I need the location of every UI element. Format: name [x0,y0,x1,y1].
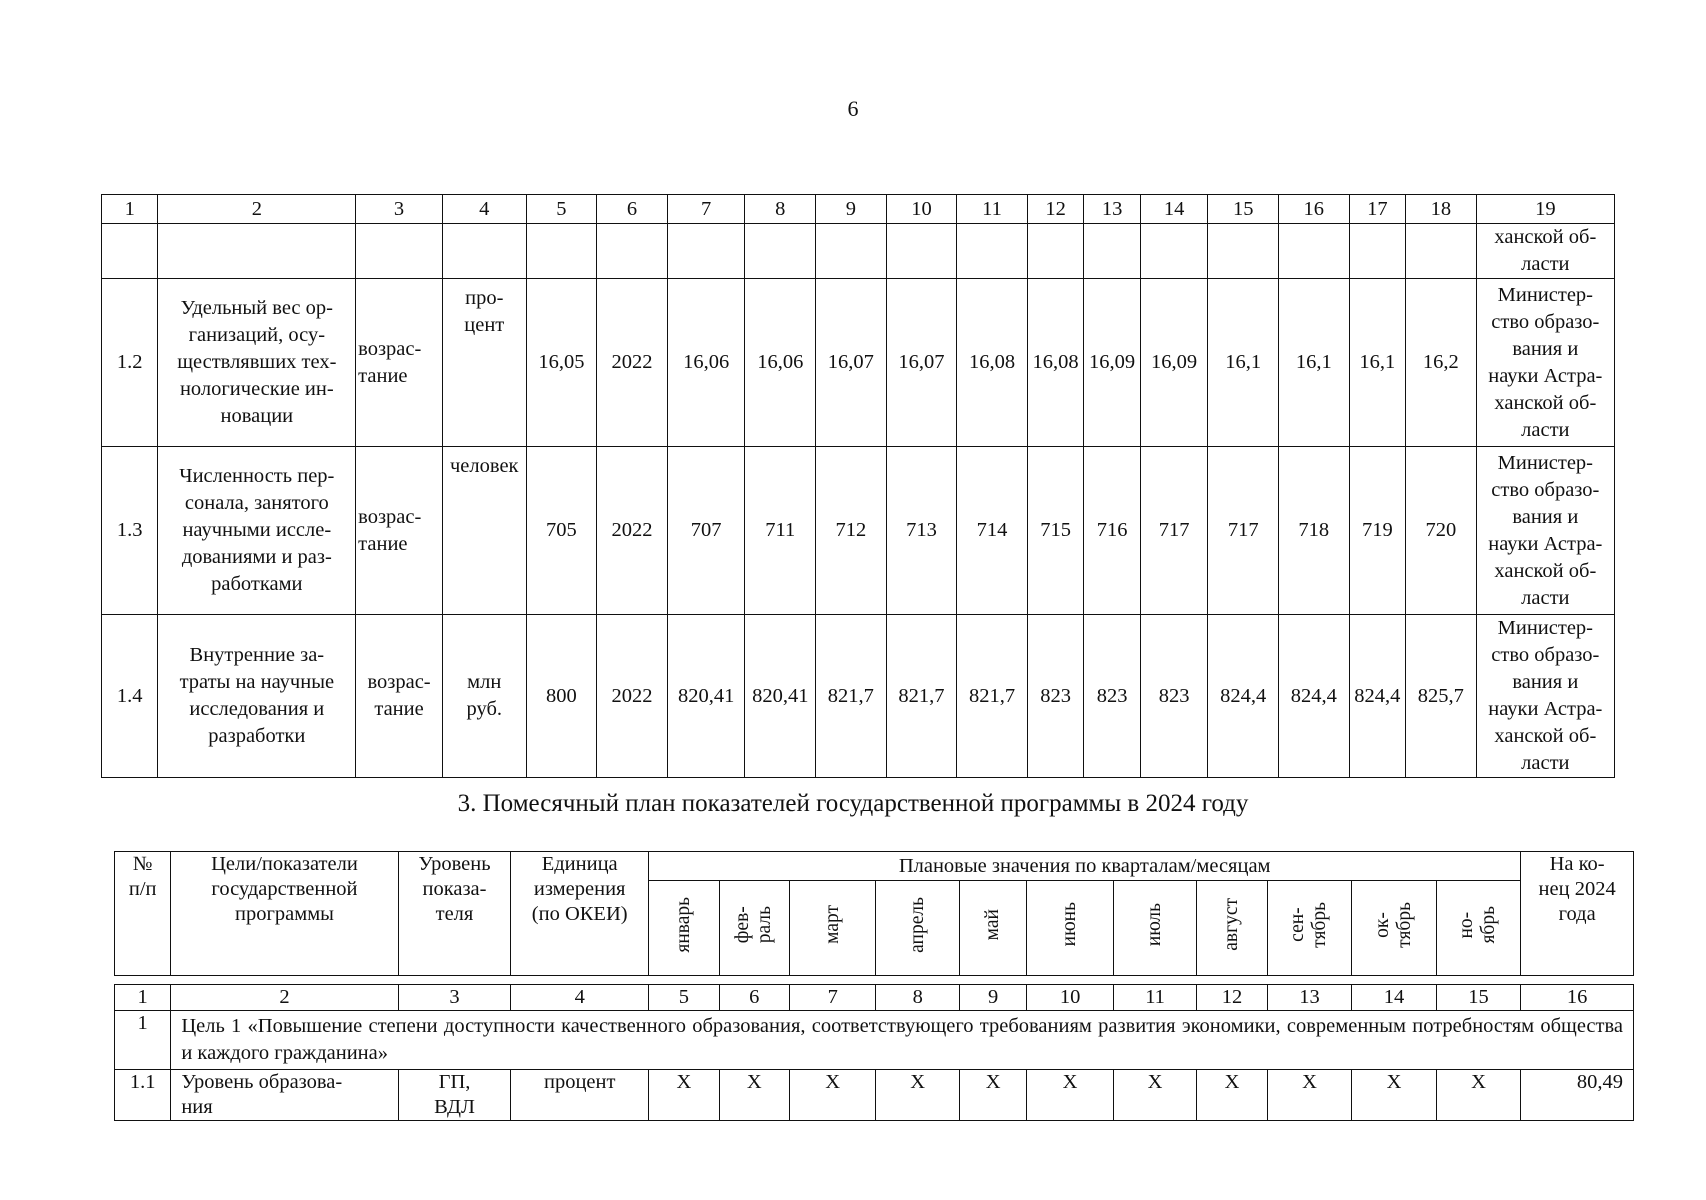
column-number: 12 [1027,195,1083,224]
month-header [1352,881,1436,976]
plan-value: 714 [957,447,1028,615]
plan-value: X [719,1070,789,1121]
plan-value: 823 [1027,615,1083,778]
goal-text: Цель 1 «Повышение степени доступности качественного образования, соответствующего требованиям развития экономики, современным потребностям общества и каждого гражданина» [171,1011,1634,1070]
month-header [789,881,876,976]
plan-value: 821,7 [816,615,887,778]
plan-value: X [876,1070,959,1121]
month-header [1197,881,1267,976]
plan-value: 16,09 [1140,279,1208,447]
column-number: 17 [1349,195,1405,224]
table-cell [442,224,526,279]
plan-value: 715 [1027,447,1083,615]
table-row [102,224,1615,279]
table-cell [1208,224,1279,279]
responsible-cell: ханской об- ласти [1476,224,1614,279]
month-header [876,881,959,976]
row-number: 1.4 [102,615,158,778]
plan-value: 717 [1208,447,1279,615]
column-number: 10 [886,195,957,224]
table-cell [1406,224,1477,279]
month-label: январь [672,896,694,953]
month-label: июль [1144,902,1166,947]
row-number: 1.1 [115,1070,171,1121]
plan-value: 718 [1278,447,1349,615]
trend-cell: возрас- тание [356,447,443,615]
header-level: Уровень показа- теля [398,852,511,976]
month-header [1267,881,1351,976]
unit-cell: процент [511,1070,649,1121]
plan-value: X [1197,1070,1267,1121]
plan-value: 823 [1084,615,1140,778]
plan-value: 820,41 [667,615,745,778]
column-number: 15 [1436,985,1521,1011]
plan-value: 719 [1349,447,1405,615]
plan-value: 824,4 [1208,615,1279,778]
column-number: 18 [1406,195,1477,224]
column-number: 16 [1521,985,1634,1011]
table-header-row [115,985,1634,1011]
plan-value: 711 [745,447,816,615]
header-goals: Цели/показатели государственной программы [171,852,398,976]
month-header [959,881,1026,976]
plan-value: 823 [1140,615,1208,778]
column-number: 15 [1208,195,1279,224]
base-year: 2022 [597,279,668,447]
plan-value: 821,7 [886,615,957,778]
plan-value: X [959,1070,1026,1121]
header-end-2024: На ко- нец 2024 года [1521,852,1634,976]
table-cell [957,224,1028,279]
table-cell [158,224,356,279]
column-number: 7 [789,985,876,1011]
indicator-name: Удельный вес ор- ганизаций, осу- ществлявших тех- нологические ин- новации [158,279,356,447]
responsible-cell: Министер- ство образо- вания и науки Астра- ханской об- ласти [1476,447,1614,615]
column-number: 13 [1084,195,1140,224]
column-number: 9 [816,195,887,224]
plan-value: 16,2 [1406,279,1477,447]
plan-value: 713 [886,447,957,615]
indicators-table [101,194,1615,778]
column-number: 3 [398,985,511,1011]
plan-value: X [1352,1070,1437,1121]
column-number: 2 [158,195,356,224]
table-row [102,279,1615,447]
table-header-row [102,195,1615,224]
table-cell [1140,224,1208,279]
goal-number: 1 [115,1011,171,1070]
table-cell [1084,224,1140,279]
column-number: 1 [102,195,158,224]
plan-value: 717 [1140,447,1208,615]
table-row [115,1070,1634,1121]
column-number: 19 [1476,195,1614,224]
table-cell [356,224,443,279]
table-cell [526,224,597,279]
column-number: 12 [1197,985,1267,1011]
column-number: 11 [1113,985,1196,1011]
column-number: 5 [649,985,719,1011]
plan-value: 824,4 [1349,615,1405,778]
column-number: 6 [719,985,789,1011]
header-unit: Единица измерения (по ОКЕИ) [511,852,649,976]
month-label: фев- раль [732,905,776,944]
month-label: июнь [1059,902,1081,947]
column-number: 5 [526,195,597,224]
column-number: 1 [115,985,171,1011]
goal-row [115,1011,1634,1070]
month-label: сен- тябрь [1287,901,1331,948]
month-header [1436,881,1521,976]
plan-value: 16,09 [1084,279,1140,447]
responsible-cell: Министер- ство образо- вания и науки Астра- ханской об- ласти [1476,615,1614,778]
table-row [102,447,1615,615]
trend-cell: возрас- тание [356,279,443,447]
plan-value: 720 [1406,447,1477,615]
month-label: август [1220,898,1242,951]
plan-value: 824,4 [1278,615,1349,778]
plan-value: X [789,1070,876,1121]
plan-value: 16,06 [745,279,816,447]
plan-value: 16,08 [957,279,1028,447]
month-label: ок- тябрь [1371,901,1415,948]
table-cell [816,224,887,279]
row-number: 1.2 [102,279,158,447]
column-number: 4 [511,985,649,1011]
column-number: 8 [876,985,959,1011]
month-header [1027,881,1114,976]
trend-cell: возрас- тание [356,615,443,778]
plan-value: 16,06 [667,279,745,447]
table-cell [1278,224,1349,279]
column-number: 6 [597,195,668,224]
indicator-name: Уровень образова- ния [171,1070,398,1121]
monthly-plan-table [114,984,1634,1121]
table-cell [886,224,957,279]
column-number: 9 [959,985,1026,1011]
header-plan: Плановые значения по кварталам/месяцам [649,852,1521,881]
plan-value: X [1436,1070,1521,1121]
row-number: 1.3 [102,447,158,615]
responsible-cell: Министер- ство образо- вания и науки Астра- ханской об- ласти [1476,279,1614,447]
column-number: 14 [1352,985,1437,1011]
plan-value: 16,08 [1027,279,1083,447]
level-cell: ГП, ВДЛ [398,1070,511,1121]
plan-value: 16,07 [816,279,887,447]
table-cell [745,224,816,279]
base-value: 705 [526,447,597,615]
plan-value: 16,1 [1208,279,1279,447]
column-number: 14 [1140,195,1208,224]
plan-value: 825,7 [1406,615,1477,778]
base-value: 800 [526,615,597,778]
monthly-plan-header-table [114,851,1634,976]
plan-value: X [1267,1070,1352,1121]
month-label: но- ябрь [1456,905,1500,944]
column-number: 2 [171,985,398,1011]
month-label: март [821,905,843,944]
plan-value: 712 [816,447,887,615]
column-number: 3 [356,195,443,224]
column-number: 8 [745,195,816,224]
month-label: май [982,908,1004,941]
indicator-name: Внутренние за- траты на научные исследования и разработки [158,615,356,778]
column-number: 10 [1027,985,1114,1011]
column-number: 7 [667,195,745,224]
month-header [649,881,719,976]
indicator-name: Численность пер- сонала, занятого научными иссле- дованиями и раз- работками [158,447,356,615]
table-cell [597,224,668,279]
plan-value: 16,07 [886,279,957,447]
plan-value: X [1113,1070,1196,1121]
column-number: 13 [1267,985,1352,1011]
column-number: 16 [1278,195,1349,224]
column-number: 4 [442,195,526,224]
base-value: 16,05 [526,279,597,447]
month-label: апрель [906,896,928,953]
table-cell [102,224,158,279]
table-row [102,615,1615,778]
table-cell [667,224,745,279]
plan-value: 821,7 [957,615,1028,778]
unit-cell: про- цент [442,279,526,447]
base-year: 2022 [597,447,668,615]
base-year: 2022 [597,615,668,778]
unit-cell: человек [442,447,526,615]
plan-value: 16,1 [1278,279,1349,447]
plan-value: 16,1 [1349,279,1405,447]
plan-value: 820,41 [745,615,816,778]
table-cell [1349,224,1405,279]
unit-cell: млн руб. [442,615,526,778]
plan-value: 707 [667,447,745,615]
plan-value: 716 [1084,447,1140,615]
plan-value: X [1027,1070,1114,1121]
header-num: № п/п [115,852,171,976]
end-value: 80,49 [1521,1070,1634,1121]
table-cell [1027,224,1083,279]
section-title: 3. Помесячный план показателей государственной программы в 2024 году [457,790,1249,817]
column-number: 11 [957,195,1028,224]
page-number: 6 [847,96,859,121]
month-header [1113,881,1196,976]
plan-value: X [649,1070,719,1121]
month-header [719,881,789,976]
